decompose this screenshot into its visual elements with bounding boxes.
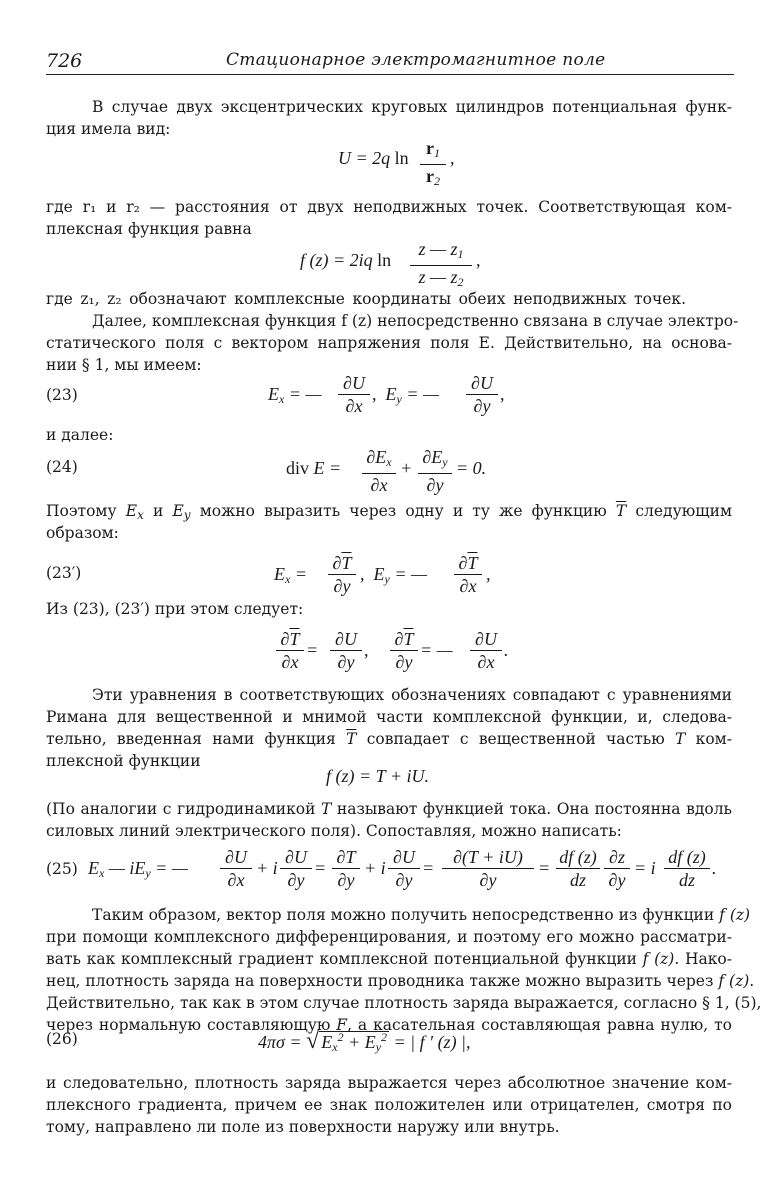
text-line: нец, плотность заряда на поверхности проводника также можно выразить через f (z). (46, 972, 755, 990)
text-line: тому, направлено ли поле из поверхности наружу или внутрь. (46, 1118, 560, 1136)
text-line: Таким образом, вектор поля можно получить непосредственно из функции f (z) (92, 906, 751, 924)
text-line: силовых линий электрического поля). Сопоставляя, можно написать: (46, 822, 622, 840)
text-line: Эти уравнения в соответствующих обозначениях совпадают с уравнениями (92, 686, 732, 704)
text-line: где z₁, z₂ обозначают комплексные координаты обеих неподвижных точек. (46, 290, 686, 308)
text-line: плексного градиента, причем ее знак положителен или отрицателен, смотря по (46, 1096, 732, 1114)
text-line: Далее, комплексная функция f (z) непосредственно связана в случае электро- (92, 312, 739, 330)
text-line: нии § 1, мы имеем: (46, 356, 202, 374)
text-line: и далее: (46, 426, 114, 444)
book-page: 726 Стационарное электромагнитное поле В случае двух эксцентрических круговых цилиндров потенциальная функ- ция имела вид: U = 2q ln $\frac{r_1}{r_2}$ , где r₁ и r₂ — расстояния от двух неподвижных точек. Соответствующая ком- плексная функция равна f (z) = 2iq ln $\frac{z — z_1}{z — z_2}$ , где z₁, z₂ обозначают комплексные координаты обеих неподвижных точек. Далее, комплексная функция f (z) непосредственно связана в случае электро- статического поля с вектором напряжения поля E. Действительно, на основа- нии § 1, мы имеем: (23) $E_x$ = — $\frac{\partial U}{\partial x}$ , $E_y$ = — $\frac{\partial U}{\partial y}$ , и далее: (24) div E = $\frac{\partial E_x}{\partial x}$ + $\frac{\partial E_y}{\partial y}$ = 0. Поэтому $E_x$ и $E_y$ можно выразить через одну и ту же функцию $\overline{T}$ следующим образом: (23′) $E_x$ = $\frac{\partial\overline{T}}{\partial y}$ , $E_y$ = — $\frac{\partial\overline{T}}{\partial x}$ , Из (23), (23′) при этом следует: $\frac{\partial\overline{T}}{\partial x}$ = $\frac{\partial U}{\partial y}$ , $\frac{\partial\overline{T}}{\partial y}$ = — $\frac{\partial U}{\partial x}$ . Эти уравнения в соответствующих обозначениях совпадают с уравнениями Римана для вещественной и мнимой части комплексной функции, и, следова- тельно, введенная нами функция $\overline{T}$ совпадает с вещественной частью T ком- плексной функции f (z) = T + iU. (По аналогии с гидродинамикой T называют функцией тока. Она постоянна вдоль силовых линий электрического поля). Сопоставляя, можно написать: (25) $E_x$ — $iE_y$ = — $\frac{\partial U}{\partial x}$ + i $\frac{\partial U}{\partial y}$ = $\frac{\partial T}{\partial y}$ + i $\frac{\partial U}{\partial y}$ = $\frac{\partial(T + iU)}{\partial y}$ = $\frac{df (z)}{dz}$ $\frac{\partial z}{\partial y}$ = i $\frac{df (z)}{dz}$ . Таким образом, вектор поля можно получить непосредственно из функции f (z) при помощи комплексного дифференцирования, и поэтому его можно рассматри- вать как комплексный градиент комплексной потенциальной функции f (z). Нако- нец, плотность заряда на поверхности проводника также можно выразить через f (z). Действительно, так как в этом случае плотность заряда выражается, согласно § 1, (5), через нормальную составляющую F, а касательная составляющая равна нулю, то (26) 4πσ = √ $E_x^2 + E_y^2$ = | f ′ (z) |, и следовательно, плотность заряда выражается через абсолютное значение ком- плексного градиента, причем ее знак положителен или отрицателен, смотря по тому, направлено ли поле из поверхности наружу или внутрь. (46, 50, 762, 1136)
text-line: (По аналогии с гидродинамикой T называют функцией тока. Она постоянна вдоль (46, 800, 732, 818)
text-line: В случае двух эксцентрических круговых цилиндров потенциальная функ- (92, 98, 732, 116)
text-line: плексной функции (46, 752, 201, 770)
text-line: ция имела вид: (46, 120, 171, 138)
text-line: статического поля с вектором напряжения поля E. Действительно, на основа- (46, 334, 732, 352)
text-line: Действительно, так как в этом случае плотность заряда выражается, согласно § 1, (5), (46, 994, 762, 1012)
text-line: Римана для вещественной и мнимой части комплексной функции, и, следова- (46, 708, 732, 726)
running-header (46, 48, 734, 75)
text-line: тельно, введенная нами функция $\overline{T}$ совпадает с вещественной частью T ком- (46, 730, 732, 748)
text-line: и следовательно, плотность заряда выражается через абсолютное значение ком- (46, 1074, 732, 1092)
text-line: Поэтому $E_x$ и $E_y$ можно выразить через одну и ту же функцию $\overline{T}$ следующим (46, 502, 733, 522)
equation-fz: f (z) = T + iU. (326, 766, 429, 786)
text-line: Из (23), (23′) при этом следует: (46, 600, 304, 618)
text-line: образом: (46, 524, 119, 542)
page-number: 726 (46, 50, 83, 72)
text-line: через нормальную составляющую F, а касательная составляющая равна нулю, то (46, 1016, 732, 1034)
text-line: вать как комплексный градиент комплексной потенциальной функции f (z). Нако- (46, 950, 732, 968)
text-line: при помощи комплексного дифференцирования, и поэтому его можно рассматри- (46, 928, 732, 946)
running-title: Стационарное электромагнитное поле (226, 50, 606, 70)
text-line: плексная функция равна (46, 220, 252, 238)
text-line: где r₁ и r₂ — расстояния от двух неподвижных точек. Соответствующая ком- (46, 198, 732, 216)
